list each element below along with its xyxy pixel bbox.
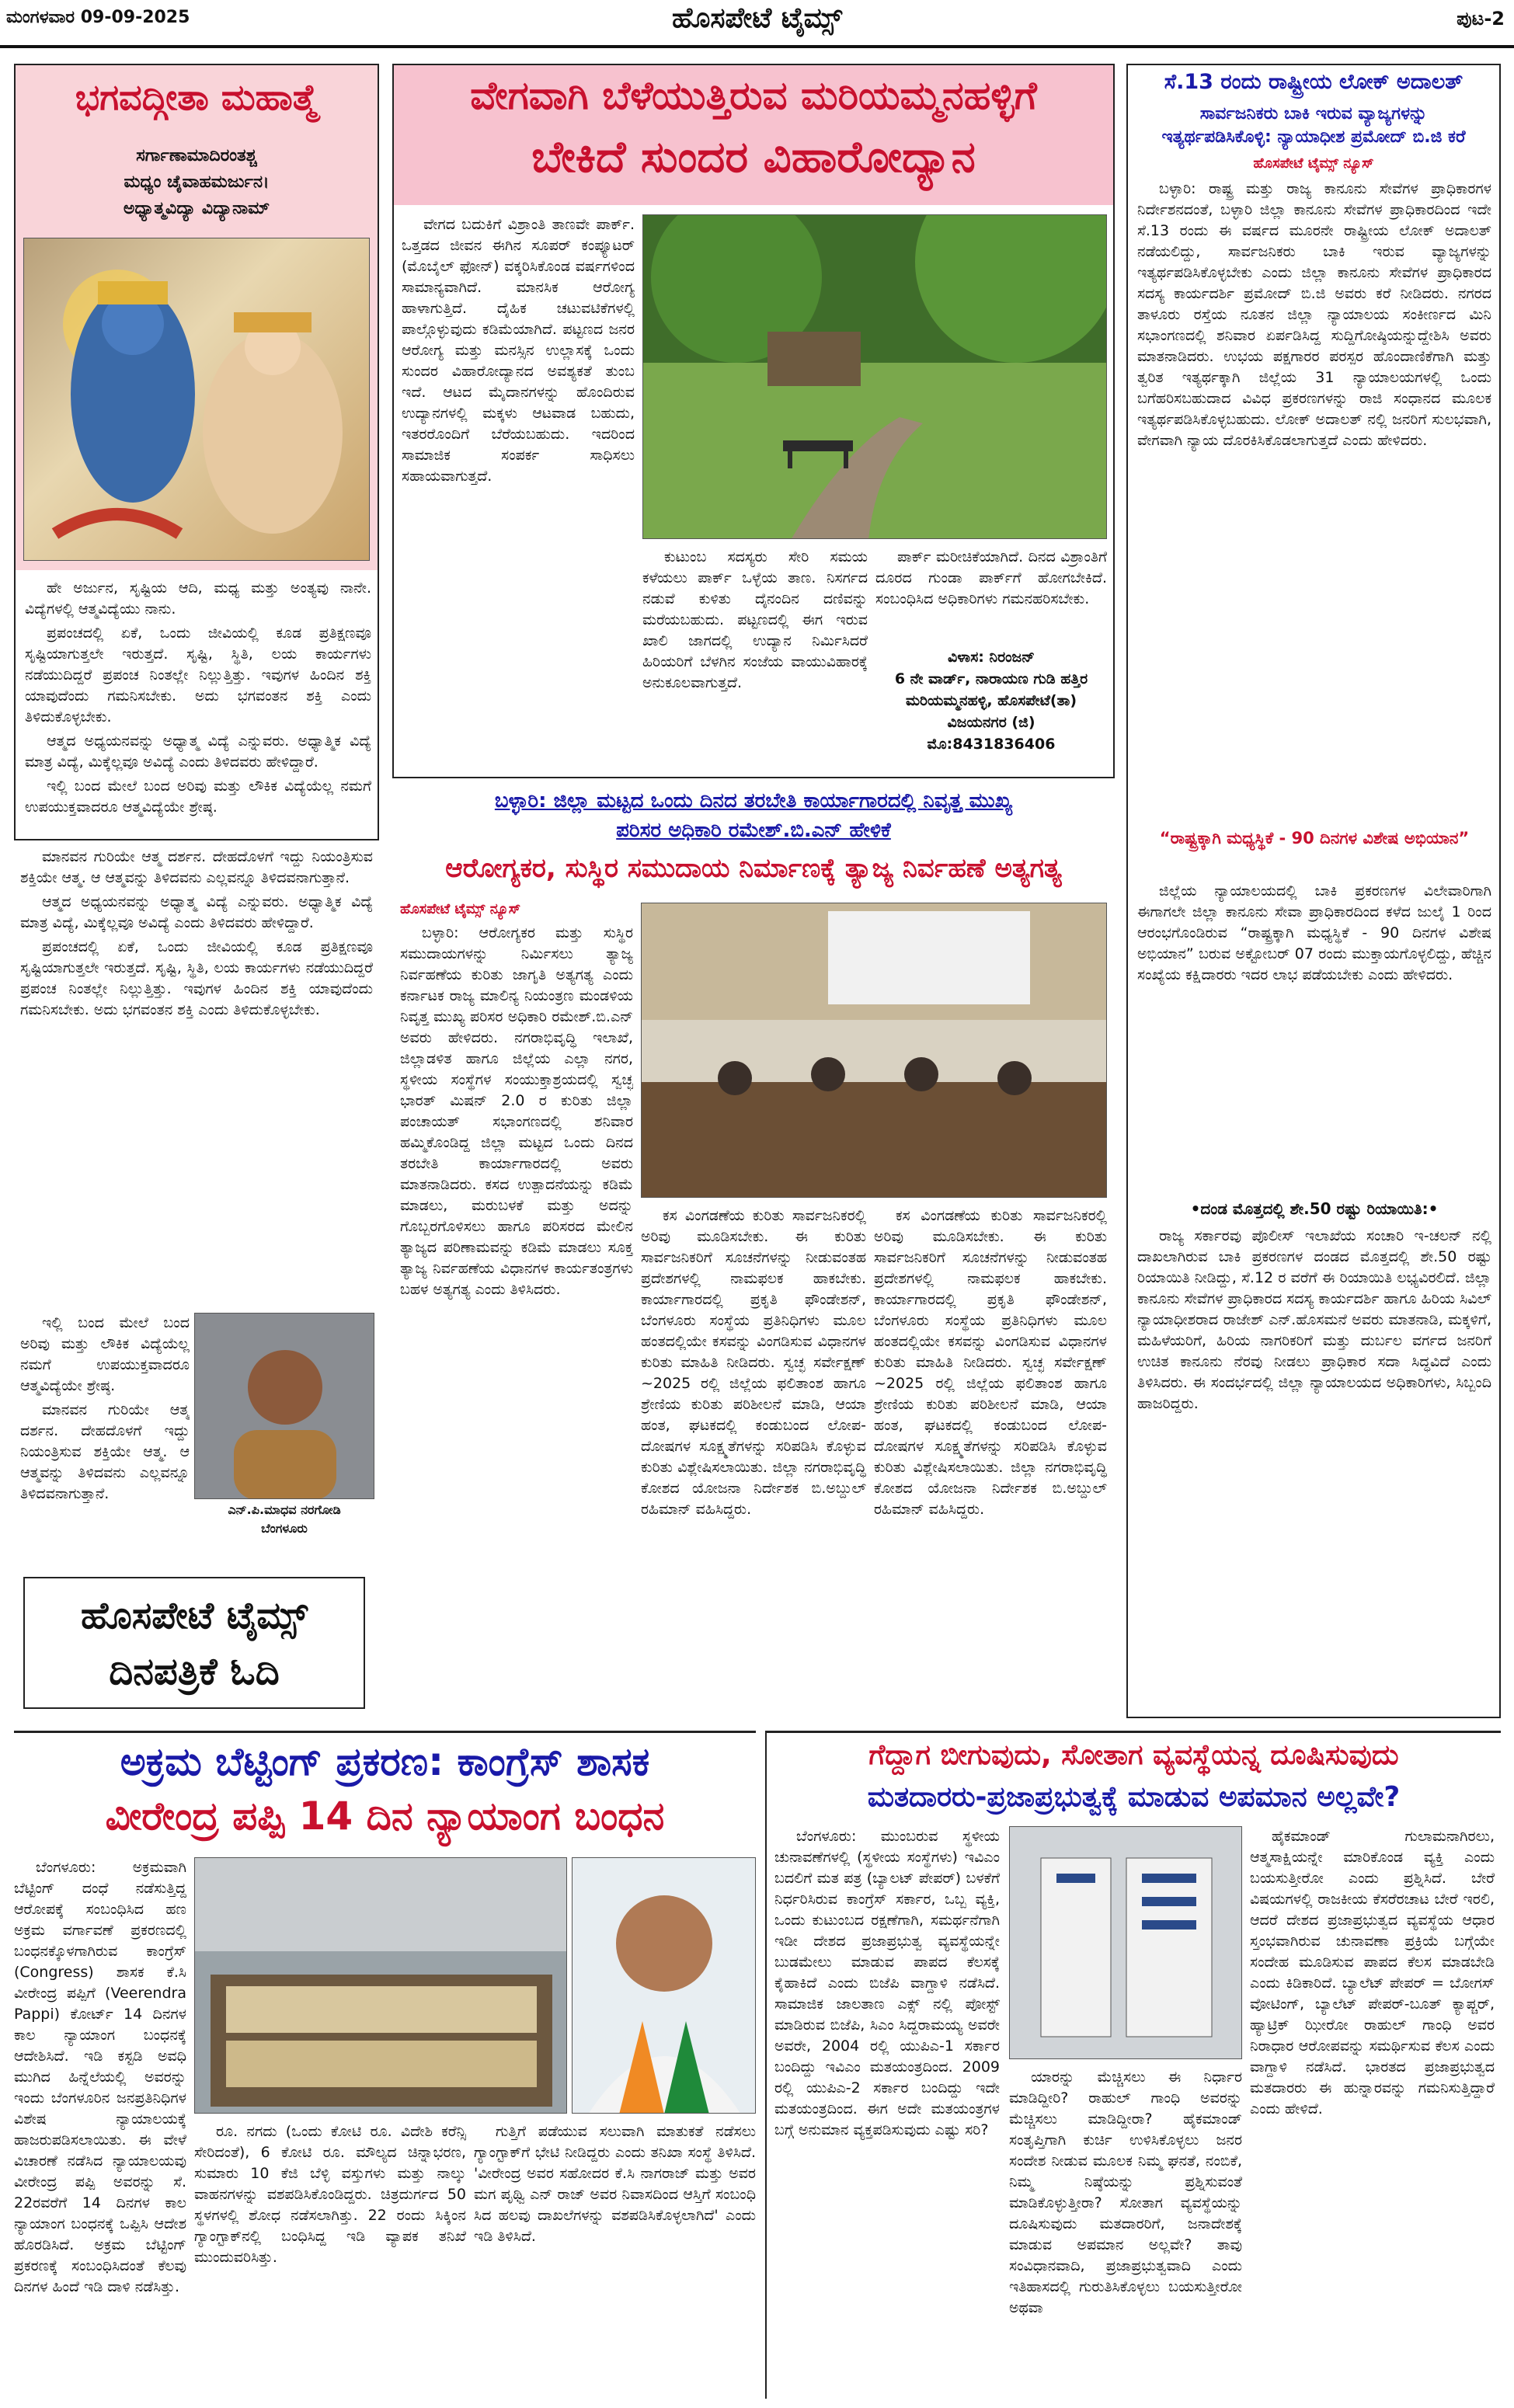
evm-machine-photo	[1009, 1826, 1242, 2059]
evm-headline-1: ಗೆದ್ದಾಗ ಬೀಗುವುದು, ಸೋತಾಗ ವ್ಯವಸ್ಥೆಯನ್ನ ದೂಷಿಸುವುದು	[868, 1739, 1399, 1771]
gita-paragraph: ಮಾನವನ ಗುರಿಯೇ ಆತ್ಮ ದರ್ಶನ. ದೇಹದೊಳಗೆ ಇದ್ದು ನಿಯಂತ್ರಿಸುವ ಶಕ್ತಿಯೇ ಆತ್ಮ. ಆ ಆತ್ಮವನ್ನು ತಿಳಿದವನು ಎಲ್ಲವನ್ನೂ ತಿಳಿದವನಾಗುತ್ತಾನೆ.	[20, 848, 373, 886]
gita-paragraph: ಇಲ್ಲಿ ಬಂದ ಮೇಲೆ ಬಂದ ಅರಿವು ಮತ್ತು ಲೌಕಿಕ ವಿದ್ಯೆಯೆಲ್ಲ ನಮಗೆ ಉಪಯುಕ್ತವಾದರೂ ಆತ್ಮವಿದ್ಯೆಯೇ ಶ್ರೇಷ್ಠ.	[20, 1314, 190, 1394]
adalat-story-box	[1126, 64, 1501, 1718]
betting-story	[14, 1731, 756, 2399]
adalat-byline: ಹೊಸಪೇಟೆ ಟೈಮ್ಸ್ ನ್ಯೂಸ್	[1253, 155, 1374, 172]
subscribe-promo	[23, 1577, 365, 1709]
gita-paragraph: ಪ್ರಪಂಚದಲ್ಲಿ ಏಕೆ, ಒಂದು ಜೀವಿಯಲ್ಲಿ ಕೂಡ ಪ್ರತಿಕ್ಷಣವೂ ಸೃಷ್ಟಿಯಾಗುತ್ತಲೇ ಇರುತ್ತದೆ. ಸೃಷ್ಟಿ, ಸ್ಥಿತಿ, ಲಯ ಕಾರ್ಯಗಳು ನಡೆಯುದಿದ್ದರೆ ಪ್ರಪಂಚ ನಿಂತಲ್ಲೇ ನಿಲ್ಲುತ್ತಿತ್ತು. ಇವುಗಳ ಹಿಂದಿನ ಶಕ್ತಿ ಯಾವುದೆಂದು ಗಮನಿಸಬೇಕು. ಅದು ಭಗವಂತನ ಶಕ್ತಿ ಎಂದು ತಿಳಿದುಕೊಳ್ಳಬೇಕು.	[25, 625, 371, 726]
park-col-1	[402, 214, 635, 770]
author-place: ಬೆಂಗಳೂರು	[261, 1521, 308, 1536]
waste-col-1	[400, 923, 633, 1700]
gita-body	[25, 578, 371, 834]
adalat-paragraph: ಬಳ್ಳಾರಿ: ರಾಷ್ಟ್ರ ಮತ್ತು ರಾಜ್ಯ ಕಾನೂನು ಸೇವೆಗಳ ಪ್ರಾಧಿಕಾರಗಳ ನಿರ್ದೇಶನದಂತೆ, ಬಳ್ಳಾರಿ ಜಿಲ್ಲಾ ಕಾನೂನು ಸೇವೆಗಳ ಪ್ರಾಧಿಕಾರದಿಂದ ಇದೇ ಸೆ.13 ರಂದು ಈ ವರ್ಷದ ಮೂರನೇ ರಾಷ್ಟ್ರೀಯ ಲೋಕ್ ಅದಾಲತ್ ನಡೆಯಲಿದ್ದು, ಸಾರ್ವಜನಿಕರು ಬಾಕಿ ಇರುವ ವ್ಯಾಜ್ಯಗಳನ್ನು ಇತ್ಯರ್ಥಪಡಿಸಿಕೊಳ್ಳಬೇಕು ಎಂದು ಜಿಲ್ಲಾ ಕಾನೂನು ಸೇವೆಗಳ ಪ್ರಾಧಿಕಾರದ ಸದಸ್ಯ ಕಾರ್ಯದರ್ಶಿ ಪ್ರಮೋದ್ ಬಿ.ಜಿ ಅವರು ಕರೆ ನೀಡಿದರು. ನಗರದ ತಾಳೂರು ರಸ್ತೆಯ ನೂತನ ಜಿಲ್ಲಾ ನ್ಯಾಯಾಲಯ ಸಂಕೀರ್ಣದ ಮಿನಿ ಸಭಾಂಗಣದಲ್ಲಿ ಶನಿವಾರ ಏರ್ಪಡಿಸಿದ್ದ ಸುದ್ದಿಗೋಷ್ಠಿಯನ್ನುದ್ದೇಶಿಸಿ ಅವರು ಮಾತನಾಡಿದರು. ಉಭಯ ಪಕ್ಷಗಾರರ ಪರಸ್ಪರ ಹೊಂದಾಣಿಕೆಗಾಗಿ ಮತ್ತು ತ್ವರಿತ ಇತ್ಯರ್ಥಕ್ಕಾಗಿ ಜಿಲ್ಲೆಯ 31 ನ್ಯಾಯಾಲಯಗಳಲ್ಲಿ ಒಂದು ಬಗೆಹರಿಸಬಹುದಾದ ವಿವಿಧ ಪ್ರಕರಣಗಳನ್ನು ರಾಜಿ ಸಂಧಾನದ ಮೂಲಕ ಇತ್ಯರ್ಥಪಡಿಸಿಕೊಳ್ಳಬಹುದು. ಲೋಕ್ ಅದಾಲತ್ ನಲ್ಲಿ ಜನರಿಗೆ ಸುಲಭವಾಗಿ, ವೇಗವಾಗಿ ನ್ಯಾಯ ದೊರಕಿಸಿಕೊಡಲಾಗುತ್ತದೆ ಎಂದು ಹೇಳಿದರು.	[1137, 180, 1491, 449]
author-photo	[194, 1313, 374, 1499]
park-col-3	[875, 547, 1107, 640]
waste-byline: ಹೊಸಪೇಟೆ ಟೈಮ್ಸ್ ನ್ಯೂಸ್	[400, 901, 521, 917]
campaign-subhead: “ರಾಷ್ಟ್ರಕ್ಕಾಗಿ ಮಧ್ಯಸ್ಥಿಕೆ - 90 ದಿನಗಳ ವಿಶೇಷ ಅಭಿಯಾನ”	[1159, 829, 1470, 847]
address-line: ಮರಿಯಮ್ಮನಹಳ್ಳಿ, ಹೊಸಪೇಟೆ(ತಾ)	[905, 692, 1077, 709]
gita-paragraph: ಇಲ್ಲಿ ಬಂದ ಮೇಲೆ ಬಂದ ಅರಿವು ಮತ್ತು ಲೌಕಿಕ ವಿದ್ಯೆಯೆಲ್ಲ ನಮಗೆ ಉಪಯುಕ್ತವಾದರೂ ಆತ್ಮವಿದ್ಯೆಯೇ ಶ್ರೇಷ್ಠ.	[25, 778, 371, 816]
gita-body-side	[14, 1313, 190, 1546]
issue-date: ಮಂಗಳವಾರ 09-09-2025	[6, 8, 190, 27]
address-phone: ಮೊ:8431836406	[927, 736, 1056, 753]
gita-box	[14, 64, 379, 840]
betting-col-2	[194, 2121, 466, 2393]
waste-col-2	[641, 1206, 866, 1703]
waste-paragraph: ಕಸ ವಿಂಗಡಣೆಯ ಕುರಿತು ಸಾರ್ವಜನಿಕರಲ್ಲಿ ಅರಿವು ಮೂಡಿಸಬೇಕು. ಈ ಕುರಿತು ಸಾರ್ವಜನಿಕರಿಗೆ ಸೂಚನೆಗಳನ್ನು ನೀಡುವಂತಹ ಪ್ರದೇಶಗಳಲ್ಲಿ ನಾಮಫಲಕ ಹಾಕಬೇಕು. ಕಾರ್ಯಾಗಾರದಲ್ಲಿ ಪ್ರಕೃತಿ ಫೌಂಡೇಶನ್, ಬೆಂಗಳೂರು ಸಂಸ್ಥೆಯ ಪ್ರತಿನಿಧಿಗಳು ಮೂಲ ಹಂತದಲ್ಲಿಯೇ ಕಸವನ್ನು ವಿಂಗಡಿಸುವ ವಿಧಾನಗಳ ಕುರಿತು ಮಾಹಿತಿ ನೀಡಿದರು. ಸ್ವಚ್ಛ ಸರ್ವೇಕ್ಷಣ್ ~2025 ರಲ್ಲಿ ಜಿಲ್ಲೆಯ ಫಲಿತಾಂಶ ಹಾಗೂ ಶ್ರೇಣಿಯ ಕುರಿತು ಪರಿಶೀಲನೆ ಮಾಡಿ, ಆಯಾ ಹಂತ, ಘಟಕದಲ್ಲಿ ಕಂಡುಬಂದ ಲೋಪ-ದೋಷಗಳ ಸೂಕ್ಷ್ಮತೆಗಳನ್ನು ಸರಿಪಡಿಸಿ ಕೊಳ್ಳುವ ಕುರಿತು ವಿಶ್ಲೇಷಿಸಲಾಯಿತು. ಜಿಲ್ಲಾ ನಗರಾಭಿವೃದ್ಧಿ ಕೋಶದ ಯೋಜನಾ ನಿರ್ದೇಶಕ ಬಿ.ಅಬ್ದುಲ್ ರಹಿಮಾನ್ ವಹಿಸಿದ್ದರು.	[641, 1207, 866, 1518]
waste-workshop-photo	[641, 903, 1107, 1198]
betting-headline-2: ವೀರೇಂದ್ರ ಪಪ್ಪಿ 14 ದಿನ ನ್ಯಾಯಾಂಗ ಬಂಧನ	[105, 1794, 665, 1839]
evm-paragraph: ಯಾರನ್ನು ಮೆಚ್ಚಿಸಲು ಈ ನಿರ್ಧಾರ ಮಾಡಿದ್ದೀರಿ? ರಾಹುಲ್ ಗಾಂಧಿ ಅವರನ್ನು ಮೆಚ್ಚಿಸಲು ಮಾಡಿದ್ದೀರಾ? ಹೈಕಮಾಂಡ್ ಸಂತೃಪ್ತಿಗಾಗಿ ಕುರ್ಚಿ ಉಳಿಸಿಕೊಳ್ಳಲು ಜನರ ಸಂದೇಶ ನೀಡುವ ಮೂಲಕ ನಿಮ್ಮ ಘನತೆ, ನಂಬಿಕೆ, ನಿಮ್ಮ ನಿಷ್ಠೆಯನ್ನು ಪ್ರಶ್ನಿಸುವಂತೆ ಮಾಡಿಕೊಳ್ಳುತ್ತೀರಾ? ಸೋತಾಗ ವ್ಯವಸ್ಥೆಯನ್ನು ದೂಷಿಸುವುದು ಮತದಾರರಿಗೆ, ಜನಾದೇಶಕ್ಕೆ ಮಾಡುವ ಅಪಮಾನ ಅಲ್ಲವೇ? ತಾವು ಸಂವಿಧಾನವಾದಿ, ಪ್ರಜಾಪ್ರಭುತ್ವವಾದಿ ಎಂದು ಇತಿಹಾಸದಲ್ಲಿ ಗುರುತಿಸಿಕೊಳ್ಳಲು ಬಯಸುತ್ತೀರೋ ಅಥವಾ	[1009, 2069, 1242, 2316]
park-photo	[642, 214, 1107, 539]
park-headline-1: ವೇಗವಾಗಿ ಬೆಳೆಯುತ್ತಿರುವ ಮರಿಯಮ್ಮನಹಳ್ಳಿಗೆ	[470, 73, 1037, 118]
waste-kicker-line: ಬಳ್ಳಾರಿ: ಜಿಲ್ಲಾ ಮಟ್ಟದ ಒಂದು ದಿನದ ತರಬೇತಿ ಕಾರ್ಯಾಗಾರದಲ್ಲಿ ನಿವೃತ್ತ ಮುಖ್ಯ	[494, 789, 1013, 813]
adalat-body-1	[1137, 179, 1491, 816]
evm-paragraph: ಬೆಂಗಳೂರು: ಮುಂಬರುವ ಸ್ಥಳೀಯ ಚುನಾವಣೆಗಳಲ್ಲಿ (ಸ್ಥಳೀಯ ಸಂಸ್ಥೆಗಳು) ಇವಿಎಂ ಬದಲಿಗೆ ಮತ ಪತ್ರ (ಬ್ಯಾಲಟ್ ಪೇಪರ್) ಬಳಕೆಗೆ ನಿರ್ಧರಿಸಿರುವ ಕಾಂಗ್ರೆಸ್ ಸರ್ಕಾರ, ಒಬ್ಬ ವ್ಯಕ್ತಿ, ಒಂದು ಕುಟುಂಬದ ರಕ್ಷಣೆಗಾಗಿ, ಸಮರ್ಥನೆಗಾಗಿ ಇಡೀ ದೇಶದ ಪ್ರಜಾಪ್ರಭುತ್ವ ವ್ಯವಸ್ಥೆಯನ್ನೇ ಬುಡಮೇಲು ಮಾಡುವ ಪಾಪದ ಕೆಲಸಕ್ಕೆ ಕೈಹಾಕಿದೆ ಎಂದು ಬಿಜೆಪಿ ವಾಗ್ದಾಳಿ ನಡೆಸಿದೆ. ಸಾಮಾಜಿಕ ಜಾಲತಾಣ ಎಕ್ಸ್ ನಲ್ಲಿ ಪೋಸ್ಟ್ ಮಾಡಿರುವ ಬಿಜೆಪಿ, ಸಿಎಂ ಸಿದ್ದರಾಮಯ್ಯ ಅವರೇ ಅವರೇ, 2004 ರಲ್ಲಿ ಯುಪಿಎ-1 ಸರ್ಕಾರ ಬಂದಿದ್ದು ಇವಿಎಂ ಮತಯಂತ್ರದಿಂದ. 2009 ರಲ್ಲಿ ಯುಪಿಎ-2 ಸರ್ಕಾರ ಬಂದಿದ್ದು ಇದೇ ಮತಯಂತ್ರದಿಂದ. ಈಗ ಅದೇ ಮತಯಂತ್ರಗಳ ಬಗ್ಗೆ ಅನುಮಾನ ವ್ಯಕ್ತಪಡಿಸುವುದು ಎಷ್ಟು ಸರಿ?	[774, 1828, 1000, 2138]
betting-paragraph: ರೂ. ನಗದು (ಒಂದು ಕೋಟಿ ರೂ. ವಿದೇಶಿ ಕರೆನ್ಸಿ ಸೇರಿದಂತೆ), 6 ಕೋಟಿ ರೂ. ಮೌಲ್ಯದ ಚಿನ್ನಾಭರಣ, ಸುಮಾರು 10 ಕೆಜಿ ಬೆಳ್ಳಿ ವಸ್ತುಗಳು ಮತ್ತು ನಾಲ್ಕು ವಾಹನಗಳನ್ನು ವಶಪಡಿಸಿಕೊಂಡಿದ್ದರು. ಚಿತ್ರದುರ್ಗದ 50 ಸ್ಥಳಗಳಲ್ಲಿ ಶೋಧ ನಡೆಸಲಾಗಿತ್ತು. 22 ರಂದು ಸಿಕ್ಕಿಂನ ಗ್ಯಾಂಗ್ಟಾಕ್‌ನಲ್ಲಿ ಬಂಧಿಸಿದ್ದ ಇಡಿ ವ್ಯಾಪಕ ತನಿಖೆ ಮುಂದುವರಿಸಿತ್ತು.	[194, 2123, 466, 2266]
waste-headline: ಆರೋಗ್ಯಕರ, ಸುಸ್ಥಿರ ಸಮುದಾಯ ನಿರ್ಮಾಣಕ್ಕೆ ತ್ಯಾಜ್ಯ ನಿರ್ವಹಣೆ ಅತ್ಯಗತ್ಯ	[445, 853, 1062, 884]
gita-title: ಭಗವದ್ಗೀತಾ ಮಹಾತ್ಮೆ	[75, 76, 318, 118]
adalat-subhead-line: ಇತ್ಯರ್ಥಪಡಿಸಿಕೊಳ್ಳಿ: ನ್ಯಾಯಾಧೀಶ ಪ್ರಮೋದ್ ಬಿ.ಜಿ ಕರೆ	[1161, 127, 1466, 147]
waste-story	[392, 786, 1115, 1718]
address-line: ವಿಜಯನಗರ (ಜಿ)	[947, 714, 1035, 731]
waste-paragraph: ಕಸ ವಿಂಗಡಣೆಯ ಕುರಿತು ಸಾರ್ವಜನಿಕರಲ್ಲಿ ಅರಿವು ಮೂಡಿಸಬೇಕು. ಈ ಕುರಿತು ಸಾರ್ವಜನಿಕರಿಗೆ ಸೂಚನೆಗಳನ್ನು ನೀಡುವಂತಹ ಪ್ರದೇಶಗಳಲ್ಲಿ ನಾಮಫಲಕ ಹಾಕಬೇಕು. ಕಾರ್ಯಾಗಾರದಲ್ಲಿ ಪ್ರಕೃತಿ ಫೌಂಡೇಶನ್, ಬೆಂಗಳೂರು ಸಂಸ್ಥೆಯ ಪ್ರತಿನಿಧಿಗಳು ಮೂಲ ಹಂತದಲ್ಲಿಯೇ ಕಸವನ್ನು ವಿಂಗಡಿಸುವ ವಿಧಾನಗಳ ಕುರಿತು ಮಾಹಿತಿ ನೀಡಿದರು. ಸ್ವಚ್ಛ ಸರ್ವೇಕ್ಷಣ್ ~2025 ರಲ್ಲಿ ಜಿಲ್ಲೆಯ ಫಲಿತಾಂಶ ಹಾಗೂ ಶ್ರೇಣಿಯ ಕುರಿತು ಪರಿಶೀಲನೆ ಮಾಡಿ, ಆಯಾ ಹಂತ, ಘಟಕದಲ್ಲಿ ಕಂಡುಬಂದ ಲೋಪ-ದೋಷಗಳ ಸೂಕ್ಷ್ಮತೆಗಳನ್ನು ಸರಿಪಡಿಸಿ ಕೊಳ್ಳುವ ಕುರಿತು ವಿಶ್ಲೇಷಿಸಲಾಯಿತು. ಜಿಲ್ಲಾ ನಗರಾಭಿವೃದ್ಧಿ ಕೋಶದ ಯೋಜನಾ ನಿರ್ದೇಶಕ ಬಿ.ಅಬ್ದುಲ್ ರಹಿಮಾನ್ ವಹಿಸಿದ್ದರು.	[874, 1207, 1107, 1518]
gita-paragraph: ಪ್ರಪಂಚದಲ್ಲಿ ಏಕೆ, ಒಂದು ಜೀವಿಯಲ್ಲಿ ಕೂಡ ಪ್ರತಿಕ್ಷಣವೂ ಸೃಷ್ಟಿಯಾಗುತ್ತಲೇ ಇರುತ್ತದೆ. ಸೃಷ್ಟಿ, ಸ್ಥಿತಿ, ಲಯ ಕಾರ್ಯಗಳು ನಡೆಯುದಿದ್ದರೆ ಪ್ರಪಂಚ ನಿಂತಲ್ಲೇ ನಿಲ್ಲುತ್ತಿತ್ತು. ಇವುಗಳ ಹಿಂದಿನ ಶಕ್ತಿ ಯಾವುದೆಂದು ಗಮನಿಸಬೇಕು. ಅದು ಭಗವಂತನ ಶಕ್ತಿ ಎಂದು ತಿಳಿದುಕೊಳ್ಳಬೇಕು.	[20, 938, 373, 1018]
address-line: 6 ನೇ ವಾರ್ಡ್, ನಾರಾಯಣ ಗುಡಿ ಹತ್ತಿರ	[894, 670, 1088, 687]
adalat-subhead	[1128, 103, 1499, 149]
waste-kicker-line: ಪರಿಸರ ಅಧಿಕಾರಿ ರಮೇಶ್.ಬಿ.ಎನ್ ಹೇಳಿಕೆ	[616, 819, 891, 842]
address-line: ವಿಳಾಸ: ನಿರಂಜನ್	[947, 649, 1035, 666]
betting-col-3	[474, 2121, 756, 2393]
evm-col-3	[1250, 1826, 1495, 2393]
gita-verse-line: ಅಧ್ಯಾತ್ಮವಿದ್ಯಾ ವಿದ್ಯಾನಾಮ್	[123, 199, 270, 218]
evm-col-2	[1009, 2067, 1242, 2393]
promo-line-1: ಹೊಸಪೇಟೆ ಟೈಮ್ಸ್	[80, 1594, 308, 1637]
gita-paragraph: ಹೇ ಅರ್ಜುನ, ಸೃಷ್ಟಿಯ ಆದಿ, ಮಧ್ಯ ಮತ್ತು ಅಂತ್ಯವು ನಾನೇ. ವಿದ್ಯೆಗಳಲ್ಲಿ ಆತ್ಮವಿದ್ಯೆಯು ನಾನು.	[25, 579, 371, 618]
seized-cash-photo	[194, 1857, 567, 2114]
masthead-bar	[0, 0, 1514, 48]
evm-col-1	[774, 1826, 1000, 2393]
park-author-address	[875, 646, 1107, 755]
betting-paragraph: ಗುತ್ತಿಗೆ ಪಡೆಯುವ ಸಲುವಾಗಿ ಮಾತುಕತೆ ನಡೆಸಲು ಗ್ಯಾಂಗ್ಟಾಕ್‌ಗೆ ಭೇಟಿ ನೀಡಿದ್ದರು ಎಂದು ತನಿಖಾ ಸಂಸ್ಥೆ ತಿಳಿಸಿದೆ. 'ವೀರೇಂದ್ರ ಅವರ ಸಹೋದರ ಕೆ.ಸಿ ನಾಗರಾಜ್ ಮತ್ತು ಅವರ ಮಗ ಪೃಥ್ವಿ ಎನ್ ರಾಜ್ ಅವರ ನಿವಾಸದಿಂದ ಆಸ್ತಿಗೆ ಸಂಬಂಧಿ ಸಿದ ಹಲವು ದಾಖಲೆಗಳನ್ನು ವಶಪಡಿಸಿಕೊಳ್ಳಲಾಗಿದೆ' ಎಂದು ಇಡಿ ತಿಳಿಸಿದೆ.	[474, 2123, 756, 2245]
adalat-body-3	[1137, 1226, 1491, 1707]
evm-paragraph: ಹೈಕಮಾಂಡ್ ಗುಲಾಮನಾಗಿರಲು, ಆತ್ಮಸಾಕ್ಷಿಯನ್ನೇ ಮಾರಿಕೊಂಡ ವ್ಯಕ್ತಿ ಎಂದು ಬಯಸುತ್ತೀರೋ ಎಂದು ಪ್ರಶ್ನಿಸಿದೆ. ಬೇರೆ ವಿಷಯಗಳಲ್ಲಿ ರಾಜಕೀಯ ಕೆಸರೆರಚಾಟ ಬೇರೆ ಇರಲಿ, ಆದರೆ ದೇಶದ ಪ್ರಜಾಪ್ರಭುತ್ವದ ವ್ಯವಸ್ಥೆಯ ಆಧಾರ ಸ್ತಂಭವಾಗಿರುವ ಚುನಾವಣಾ ಪ್ರಕ್ರಿಯೆ ಬಗ್ಗೆಯೇ ಸಂದೇಹ ಮೂಡಿಸುವ ಪಾಪದ ಕೆಲಸ ಮಾಡಬೇಡಿ ಎಂದು ಕಿಡಿಕಾರಿದೆ. ಬ್ಯಾಲೆಟ್ ಪೇಪರ್ = ಬೋಗಸ್ ವೋಟಿಂಗ್, ಬ್ಯಾಲೆಟ್ ಪೇಪರ್-ಬೂತ್ ಕ್ಯಾಪ್ಚರ್, ಹ್ಯಾಟ್ರಿಕ್ ಝೀರೋ ರಾಹುಲ್ ಗಾಂಧಿ ಅವರ ನಿರಾಧಾರ ಆರೋಪವನ್ನು ಸಮರ್ಥಿಸುವ ಕೆಲಸ ಎಂದು ವಾಗ್ದಾಳಿ ನಡೆಸಿದೆ. ಭಾರತದ ಪ್ರಜಾಪ್ರಭುತ್ವದ ಮತದಾರರು ಈ ಹುನ್ನಾರವನ್ನು ಗಮನಿಸುತ್ತಿದ್ದಾರೆ ಎಂದು ಹೇಳಿದೆ.	[1250, 1828, 1495, 2117]
park-paragraph: ಕುಟುಂಬ ಸದಸ್ಯರು ಸೇರಿ ಸಮಯ ಕಳೆಯಲು ಪಾರ್ಕ್ ಒಳ್ಳೆಯ ತಾಣ. ನಿಸರ್ಗದ ನಡುವೆ ಕುಳಿತು ದೈನಂದಿನ ದಣಿವನ್ನು ಮರೆಯಬಹುದು. ಪಟ್ಟಣದಲ್ಲಿ ಈಗ ಇರುವ ಖಾಲಿ ಜಾಗದಲ್ಲಿ ಉದ್ಯಾನ ನಿರ್ಮಿಸಿದರೆ ಹಿರಿಯರಿಗೆ ಬೆಳಗಿನ ಸಂಜೆಯ ವಾಯುವಿಹಾರಕ್ಕೆ ಅನುಕೂಲವಾಗುತ್ತದೆ.	[642, 548, 868, 691]
gita-paragraph: ಆತ್ಮದ ಅಧ್ಯಯನವನ್ನು ಅಧ್ಯಾತ್ಮ ವಿದ್ಯೆ ಎನ್ನುವರು. ಅಧ್ಯಾತ್ಮಿಕ ವಿದ್ಯೆ ಮಾತ್ರ ವಿದ್ಯೆ, ಮಿಕ್ಕೆಲ್ಲವೂ ಅವಿದ್ಯೆ ಎಂದು ತಿಳಿದವರು ಹೇಳಿದ್ದಾರೆ.	[25, 732, 371, 771]
adalat-body-2	[1137, 881, 1491, 1192]
adalat-kicker: ಸೆ.13 ರಂದು ರಾಷ್ಟ್ರೀಯ ಲೋಕ್ ಅದಾಲತ್	[1164, 70, 1464, 94]
evm-headline-2: ಮತದಾರರು-ಪ್ರಜಾಪ್ರಭುತ್ವಕ್ಕೆ ಮಾಡುವ ಅಪಮಾನ ಅಲ್ಲವೇ?	[867, 1781, 1401, 1813]
park-headline-2: ಬೇಕಿದೆ ಸುಂದರ ವಿಹಾರೋದ್ಯಾನ	[531, 132, 976, 183]
evm-story	[765, 1731, 1501, 2399]
gita-paragraph: ಆತ್ಮದ ಅಧ್ಯಯನವನ್ನು ಅಧ್ಯಾತ್ಮ ವಿದ್ಯೆ ಎನ್ನುವರು. ಅಧ್ಯಾತ್ಮಿಕ ವಿದ್ಯೆ ಮಾತ್ರ ವಿದ್ಯೆ, ಮಿಕ್ಕೆಲ್ಲವೂ ಅವಿದ್ಯೆ ಎಂದು ತಿಳಿದವರು ಹೇಳಿದ್ದಾರೆ.	[20, 893, 373, 931]
waste-paragraph: ಬಳ್ಳಾರಿ: ಆರೋಗ್ಯಕರ ಮತ್ತು ಸುಸ್ಥಿರ ಸಮುದಾಯಗಳನ್ನು ನಿರ್ಮಿಸಲು ತ್ಯಾಜ್ಯ ನಿರ್ವಹಣೆಯ ಕುರಿತು ಜಾಗೃತಿ ಅತ್ಯಗತ್ಯ ಎಂದು ಕರ್ನಾಟಕ ರಾಜ್ಯ ಮಾಲಿನ್ಯ ನಿಯಂತ್ರಣ ಮಂಡಳಿಯ ನಿವೃತ್ತ ಮುಖ್ಯ ಪರಿಸರ ಅಧಿಕಾರಿ ರಮೇಶ್.ಬಿ.ಎನ್ ಅವರು ಹೇಳಿದರು. ನಗರಾಭಿವೃದ್ಧಿ ಇಲಾಖೆ, ಜಿಲ್ಲಾಡಳಿತ ಹಾಗೂ ಜಿಲ್ಲೆಯ ಎಲ್ಲಾ ನಗರ, ಸ್ಥಳೀಯ ಸಂಸ್ಥೆಗಳ ಸಂಯುಕ್ತಾಶ್ರಯದಲ್ಲಿ ಸ್ವಚ್ಛ ಭಾರತ್ ಮಿಷನ್ 2.0 ರ ಕುರಿತು ಜಿಲ್ಲಾ ಪಂಚಾಯತ್ ಸಭಾಂಗಣದಲ್ಲಿ ಶನಿವಾರ ಹಮ್ಮಿಕೊಂಡಿದ್ದ ಜಿಲ್ಲಾ ಮಟ್ಟದ ಒಂದು ದಿನದ ತರಬೇತಿ ಕಾರ್ಯಾಗಾರದಲ್ಲಿ ಅವರು ಮಾತನಾಡಿದರು. ಕಸದ ಉತ್ಪಾದನೆಯನ್ನು ಕಡಿಮೆ ಮಾಡಲು, ಮರುಬಳಕೆ ಮತ್ತು ಅದನ್ನು ಗೊಬ್ಬರಗೊಳಿಸಲು ಹಾಗೂ ಪರಿಸರದ ಮೇಲಿನ ತ್ಯಾಜ್ಯದ ಪರಿಣಾಮವನ್ನು ಕಡಿಮೆ ಮಾಡಲು ಸೂಕ್ತ ತ್ಯಾಜ್ಯ ನಿರ್ವಹಣೆಯ ವಿಧಾನಗಳ ಕಾರ್ಯತಂತ್ರಗಳು ಬಹಳ ಅತ್ಯಗತ್ಯ ಎಂದು ತಿಳಿಸಿದರು.	[400, 924, 633, 1298]
waste-kicker	[392, 786, 1115, 845]
adalat-subhead-line: ಸಾರ್ವಜನಿಕರು ಬಾಕಿ ಇರುವ ವ್ಯಾಜ್ಯಗಳನ್ನು	[1199, 104, 1428, 124]
gita-verse-line: ಸರ್ಗಾಣಾಮಾದಿರಂತಶ್ಚ	[136, 146, 257, 165]
park-paragraph: ವೇಗದ ಬದುಕಿಗೆ ವಿಶ್ರಾಂತಿ ತಾಣವೇ ಪಾರ್ಕ್. ಒತ್ತಡದ ಜೀವನ ಈಗಿನ ಸೂಪರ್ ಕಂಪ್ಯೂಟರ್ (ಮೊಬೈಲ್ ಫೋನ್) ವಕ್ಕರಿಸಿಕೊಂಡ ವರ್ಷಗಳಿಂದ ಸಾಮಾನ್ಯವಾಗಿದೆ. ಮಾನಸಿಕ ಆರೋಗ್ಯ ಹಾಳಾಗುತ್ತಿದೆ. ದೈಹಿಕ ಚಟುವಟಿಕೆಗಳಲ್ಲಿ ಪಾಲ್ಗೊಳ್ಳುವುದು ಕಡಿಮೆಯಾಗಿದೆ. ಪಟ್ಟಣದ ಜನರ ಆರೋಗ್ಯ ಮತ್ತು ಮನಸ್ಸಿನ ಉಲ್ಲಾಸಕ್ಕೆ ಒಂದು ಸುಂದರ ವಿಹಾರೋದ್ಯಾನದ ಅವಶ್ಯಕತೆ ತುಂಬ ಇದೆ. ಆಟದ ಮೈದಾನಗಳನ್ನು ಹೊಂದಿರುವ ಉದ್ಯಾನಗಳಲ್ಲಿ ಮಕ್ಕಳು ಆಟವಾಡ ಬಹುದು, ಇತರರೊಂದಿಗೆ ಬೆರೆಯಬಹುದು. ಇದರಿಂದ ಸಾಮಾಜಿಕ ಸಂಪರ್ಕ ಸಾಧಿಸಲು ಸಹಾಯವಾಗುತ್ತದೆ.	[402, 216, 635, 485]
gita-verse	[16, 143, 378, 222]
gita-body-continued	[14, 847, 379, 1297]
masthead-title: ಹೊಸಪೇಟೆ ಟೈಮ್ಸ್	[671, 2, 843, 34]
author-block	[194, 1313, 374, 1546]
fine-subhead: •ದಂಡ ಮೊತ್ತದಲ್ಲಿ ಶೇ.50 ರಷ್ಟು ರಿಯಾಯಿತಿ:•	[1190, 1199, 1439, 1218]
park-story-box	[392, 64, 1115, 778]
mla-portrait-photo	[572, 1857, 756, 2114]
betting-paragraph: ಬೆಂಗಳೂರು: ಅಕ್ರಮವಾಗಿ ಬೆಟ್ಟಿಂಗ್ ದಂಧೆ ನಡೆಸುತ್ತಿದ್ದ ಆರೋಪಕ್ಕೆ ಸಂಬಂಧಿಸಿದ ಹಣ ಅಕ್ರಮ ವರ್ಗಾವಣೆ ಪ್ರಕರಣದಲ್ಲಿ ಬಂಧನಕ್ಕೊಳಗಾಗಿರುವ ಕಾಂಗ್ರೆಸ್ (Congress) ಶಾಸಕ ಕೆ.ಸಿ ವೀರೇಂದ್ರ ಪಪ್ಪಿಗೆ (Veerendra Pappi) ಕೋರ್ಟ್ 14 ದಿನಗಳ ಕಾಲ ನ್ಯಾಯಾಂಗ ಬಂಧನಕ್ಕೆ ಆದೇಶಿಸಿದೆ. ಇಡಿ ಕಸ್ಟಡಿ ಅವಧಿ ಮುಗಿದ ಹಿನ್ನೆಲೆಯಲ್ಲಿ ಅವರನ್ನು ಇಂದು ಬೆಂಗಳೂರಿನ ಜನಪ್ರತಿನಿಧಿಗಳ ವಿಶೇಷ ನ್ಯಾಯಾಲಯಕ್ಕೆ ಹಾಜರುಪಡಿಸಲಾಯಿತು. ಈ ವೇಳೆ ವಿಚಾರಣೆ ನಡೆಸಿದ ನ್ಯಾಯಾಲಯವು ವೀರೇಂದ್ರ ಪಪ್ಪಿ ಅವರನ್ನು ಸೆ. 22ರವರೆಗೆ 14 ದಿನಗಳ ಕಾಲ ನ್ಯಾಯಾಂಗ ಬಂಧನಕ್ಕೆ ಒಪ್ಪಿಸಿ ಆದೇಶ ಹೊರಡಿಸಿದೆ. ಅಕ್ರಮ ಬೆಟ್ಟಿಂಗ್ ಪ್ರಕರಣಕ್ಕೆ ಸಂಬಂಧಿಸಿದಂತೆ ಕೆಲವು ದಿನಗಳ ಹಿಂದೆ ಇಡಿ ದಾಳಿ ನಡೆಸಿತ್ತು.	[14, 1859, 186, 2295]
betting-col-1	[14, 1857, 186, 2393]
adalat-paragraph: ರಾಜ್ಯ ಸರ್ಕಾರವು ಪೊಲೀಸ್ ಇಲಾಖೆಯ ಸಂಚಾರಿ ಇ-ಚಲನ್ ನಲ್ಲಿ ದಾಖಲಾಗಿರುವ ಬಾಕಿ ಪ್ರಕರಣಗಳ ದಂಡದ ಮೊತ್ತದಲ್ಲಿ ಶೇ.50 ರಷ್ಟು ರಿಯಾಯಿತಿ ನೀಡಿದ್ದು, ಸೆ.12 ರ ವರೆಗೆ ಈ ರಿಯಾಯಿತಿ ಲಭ್ಯವಿರಲಿದೆ. ಜಿಲ್ಲಾ ಕಾನೂನು ಸೇವೆಗಳ ಪ್ರಾಧಿಕಾರದ ಸದಸ್ಯ ಕಾರ್ಯದರ್ಶಿ ಹಾಗೂ ಹಿರಿಯ ಸಿವಿಲ್ ನ್ಯಾಯಾಧೀಶರಾದ ರಾಜೇಶ್ ಎನ್.ಹೊಸಮನೆ ಅವರು ಮಾತನಾಡಿ, ಮಕ್ಕಳಿಗೆ, ಮಹಿಳೆಯರಿಗೆ, ಹಿರಿಯ ನಾಗರಿಕರಿಗೆ ಮತ್ತು ದುರ್ಬಲ ವರ್ಗದ ಜನರಿಗೆ ಉಚಿತ ಕಾನೂನು ನೆರವು ನೀಡಲು ಪ್ರಾಧಿಕಾರ ಸದಾ ಸಿದ್ಧವಿದೆ ಎಂದು ತಿಳಿಸಿದರು. ಈ ಸಂದರ್ಭದಲ್ಲಿ ಜಿಲ್ಲಾ ನ್ಯಾಯಾಲಯದ ಅಧಿಕಾರಿಗಳು, ಸಿಬ್ಬಂದಿ ಹಾಜರಿದ್ದರು.	[1137, 1227, 1491, 1412]
park-paragraph: ಪಾರ್ಕ್ ಮರೀಚಿಕೆಯಾಗಿದೆ. ದಿನದ ವಿಶ್ರಾಂತಿಗೆ ದೂರದ ಗುಂಡಾ ಪಾರ್ಕ್‌ಗೆ ಹೋಗಬೇಕಿದೆ. ಸಂಬಂಧಿಸಿದ ಅಧಿಕಾರಿಗಳು ಗಮನಹರಿಸಬೇಕು.	[875, 548, 1107, 607]
page-number: ಪುಟ-2	[1457, 8, 1505, 30]
park-col-2	[642, 547, 868, 772]
gita-verse-line: ಮಧ್ಯಂ ಚೈವಾಹಮರ್ಜುನ।	[124, 172, 270, 192]
gita-paragraph: ಮಾನವನ ಗುರಿಯೇ ಆತ್ಮ ದರ್ಶನ. ದೇಹದೊಳಗೆ ಇದ್ದು ನಿಯಂತ್ರಿಸುವ ಶಕ್ತಿಯೇ ಆತ್ಮ. ಆ ಆತ್ಮವನ್ನು ತಿಳಿದವನು ಎಲ್ಲವನ್ನೂ ತಿಳಿದವನಾಗುತ್ತಾನೆ.	[20, 1401, 190, 1502]
waste-col-3	[874, 1206, 1107, 1703]
krishna-arjuna-illustration	[23, 238, 370, 561]
promo-line-2: ದಿನಪತ್ರಿಕೆ ಓದಿ	[109, 1650, 280, 1693]
adalat-paragraph: ಜಿಲ್ಲೆಯ ನ್ಯಾಯಾಲಯದಲ್ಲಿ ಬಾಕಿ ಪ್ರಕರಣಗಳ ವಿಲೇವಾರಿಗಾಗಿ ಈಗಾಗಲೇ ಜಿಲ್ಲಾ ಕಾನೂನು ಸೇವಾ ಪ್ರಾಧಿಕಾರದಿಂದ ಕಳೆದ ಜುಲೈ 1 ರಿಂದ ಆರಂಭಗೊಂಡಿರುವ “ರಾಷ್ಟ್ರಕ್ಕಾಗಿ ಮಧ್ಯಸ್ಥಿಕೆ - 90 ದಿನಗಳ ವಿಶೇಷ ಅಭಿಯಾನ” ಬರುವ ಅಕ್ಟೋಬರ್ 07 ರಂದು ಮುಕ್ತಾಯಗೊಳ್ಳಲಿದ್ದು, ಹೆಚ್ಚಿನ ಸಂಖ್ಯೆಯ ಕಕ್ಷಿದಾರರು ಇದರ ಲಾಭ ಪಡೆಯಬೇಕು ಎಂದು ಹೇಳಿದರು.	[1137, 882, 1491, 983]
betting-headline-1: ಅಕ್ರಮ ಬೆಟ್ಟಿಂಗ್ ಪ್ರಕರಣ: ಕಾಂಗ್ರೆಸ್ ಶಾಸಕ	[120, 1739, 650, 1784]
author-name: ಎನ್.ಪಿ.ಮಾಧವ ನರಗೋಡಿ	[228, 1502, 341, 1517]
